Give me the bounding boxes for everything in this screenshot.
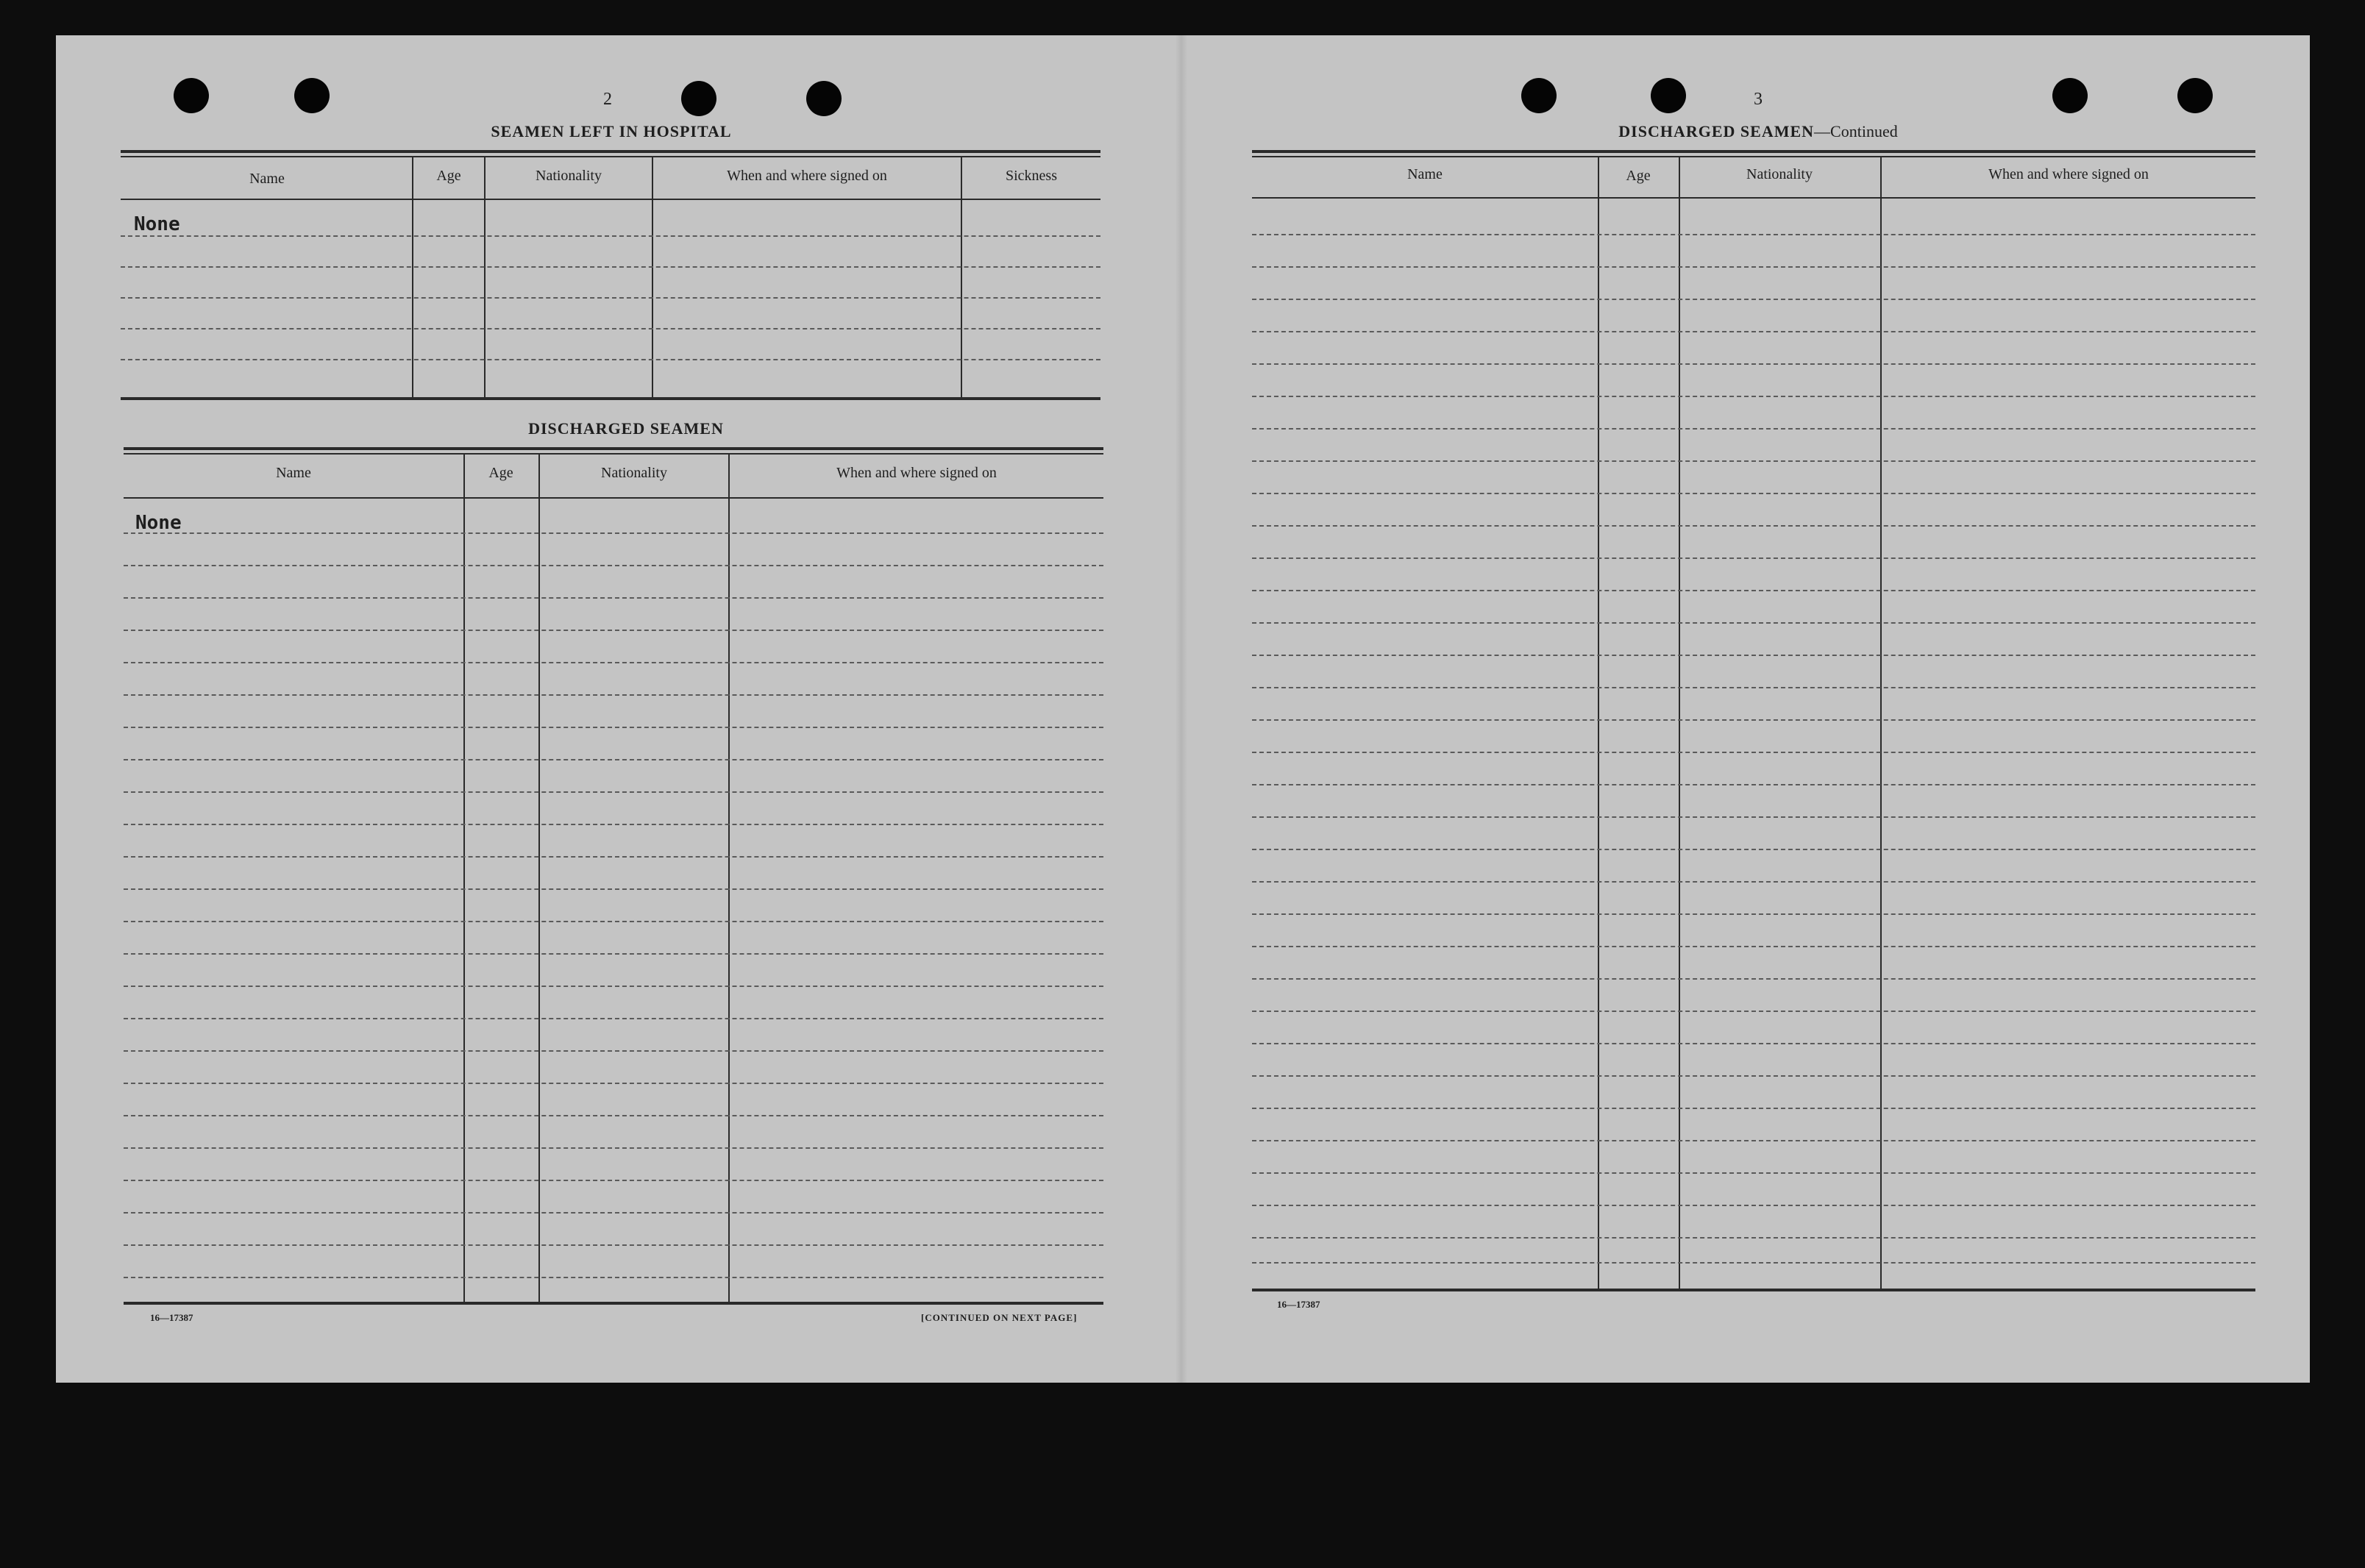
row-line [1252,1237,2255,1239]
column-header-nationality: Nationality [536,168,602,184]
row-line [1252,881,2255,883]
column-divider [1598,156,1599,1290]
punch-hole [681,81,716,116]
row-line [1252,978,2255,980]
hospital-section-title: SEAMEN LEFT IN HOSPITAL [491,122,732,140]
continued-note: [CONTINUED ON NEXT PAGE] [921,1312,1078,1323]
column-header-name: Name [276,465,311,481]
discharged-entry-none: None [135,512,182,534]
row-line [1252,849,2255,850]
row-line [1252,816,2255,818]
section-title-text: DISCHARGED SEAMEN [1618,122,1815,140]
column-divider [1679,156,1680,1290]
row-line [1252,946,2255,947]
row-line [1252,1011,2255,1012]
row-line [1252,363,2255,365]
column-divider [412,156,413,399]
hospital-entry-none: None [134,213,180,235]
row-line [124,694,1103,696]
row-line [1252,1172,2255,1174]
row-line [1252,396,2255,397]
row-line [1252,460,2255,462]
row-line [124,1018,1103,1019]
row-line [121,235,1100,237]
column-header-sickness: Sickness [1006,168,1057,184]
table-rule [121,397,1100,400]
column-header-age: Age [436,168,461,184]
row-line [124,986,1103,987]
column-divider [728,453,730,1303]
row-line [1252,1108,2255,1109]
row-line [124,1115,1103,1116]
row-line [124,630,1103,631]
row-line [1252,1205,2255,1206]
header-rule [121,199,1100,200]
row-line [124,1050,1103,1052]
section-title-suffix: —Continued [1814,122,1898,140]
table-rule [1252,156,2255,157]
row-line [121,359,1100,360]
punch-hole [294,78,330,113]
row-line [1252,266,2255,268]
row-line [124,791,1103,793]
row-line [124,856,1103,858]
punch-hole [806,81,842,116]
column-header-age: Age [1626,168,1651,184]
table-rule [1252,150,2255,153]
row-line [121,297,1100,299]
row-line [1252,525,2255,527]
table-rule [121,156,1100,157]
row-line [1252,687,2255,688]
table-rule [121,150,1100,153]
page-number: 2 [603,90,612,109]
punch-hole [1651,78,1686,113]
row-line [124,1147,1103,1149]
column-header-name: Name [249,171,285,187]
column-header-name: Name [1407,166,1443,182]
column-header-nationality: Nationality [601,465,667,481]
row-line [1252,1140,2255,1141]
row-line [124,759,1103,760]
column-header-signed-on: When and where signed on [727,168,887,184]
row-line [1252,331,2255,332]
form-number: 16—17387 [1277,1299,1320,1310]
page-fold [1176,35,1187,1383]
punch-hole [2052,78,2088,113]
column-divider [538,453,540,1303]
row-line [1252,590,2255,591]
column-header-signed-on: When and where signed on [1988,166,2149,182]
header-rule [124,497,1103,499]
row-line [1252,719,2255,721]
punch-hole [2177,78,2213,113]
row-line [124,953,1103,955]
row-line [124,727,1103,728]
discharged-section-title: DISCHARGED SEAMEN [528,419,724,438]
row-line [1252,234,2255,235]
table-rule [1252,1289,2255,1291]
row-line [124,1180,1103,1181]
row-line [124,921,1103,922]
row-line [1252,428,2255,430]
row-line [1252,622,2255,624]
header-rule [1252,197,2255,199]
table-rule [124,447,1103,450]
row-line [1252,655,2255,656]
row-line [1252,1262,2255,1264]
row-line [124,662,1103,663]
punch-hole [1521,78,1557,113]
row-line [1252,1075,2255,1077]
row-line [124,565,1103,566]
row-line [1252,913,2255,915]
row-line [124,1277,1103,1278]
column-header-age: Age [488,465,513,481]
discharged-continued-title [1545,122,1971,141]
column-divider [961,156,962,399]
punch-hole [174,78,209,113]
table-rule [124,1302,1103,1305]
column-divider [484,156,486,399]
row-line [1252,752,2255,753]
row-line [124,597,1103,599]
row-line [124,888,1103,890]
row-line [1252,784,2255,785]
table-rule [124,453,1103,455]
row-line [1252,299,2255,300]
column-divider [652,156,653,399]
row-line [1252,1043,2255,1044]
row-line [124,824,1103,825]
right-page [1181,35,2310,1383]
row-line [1252,493,2255,494]
column-header-signed-on: When and where signed on [836,465,997,481]
row-line [121,266,1100,268]
column-divider [1880,156,1882,1290]
column-divider [463,453,465,1303]
row-line [1252,557,2255,559]
form-number: 16—17387 [150,1312,193,1323]
row-line [121,328,1100,329]
column-header-nationality: Nationality [1746,166,1813,182]
row-line [124,1083,1103,1084]
row-line [124,1212,1103,1214]
row-line [124,1244,1103,1246]
row-line [124,532,1103,534]
page-number: 3 [1754,90,1763,109]
